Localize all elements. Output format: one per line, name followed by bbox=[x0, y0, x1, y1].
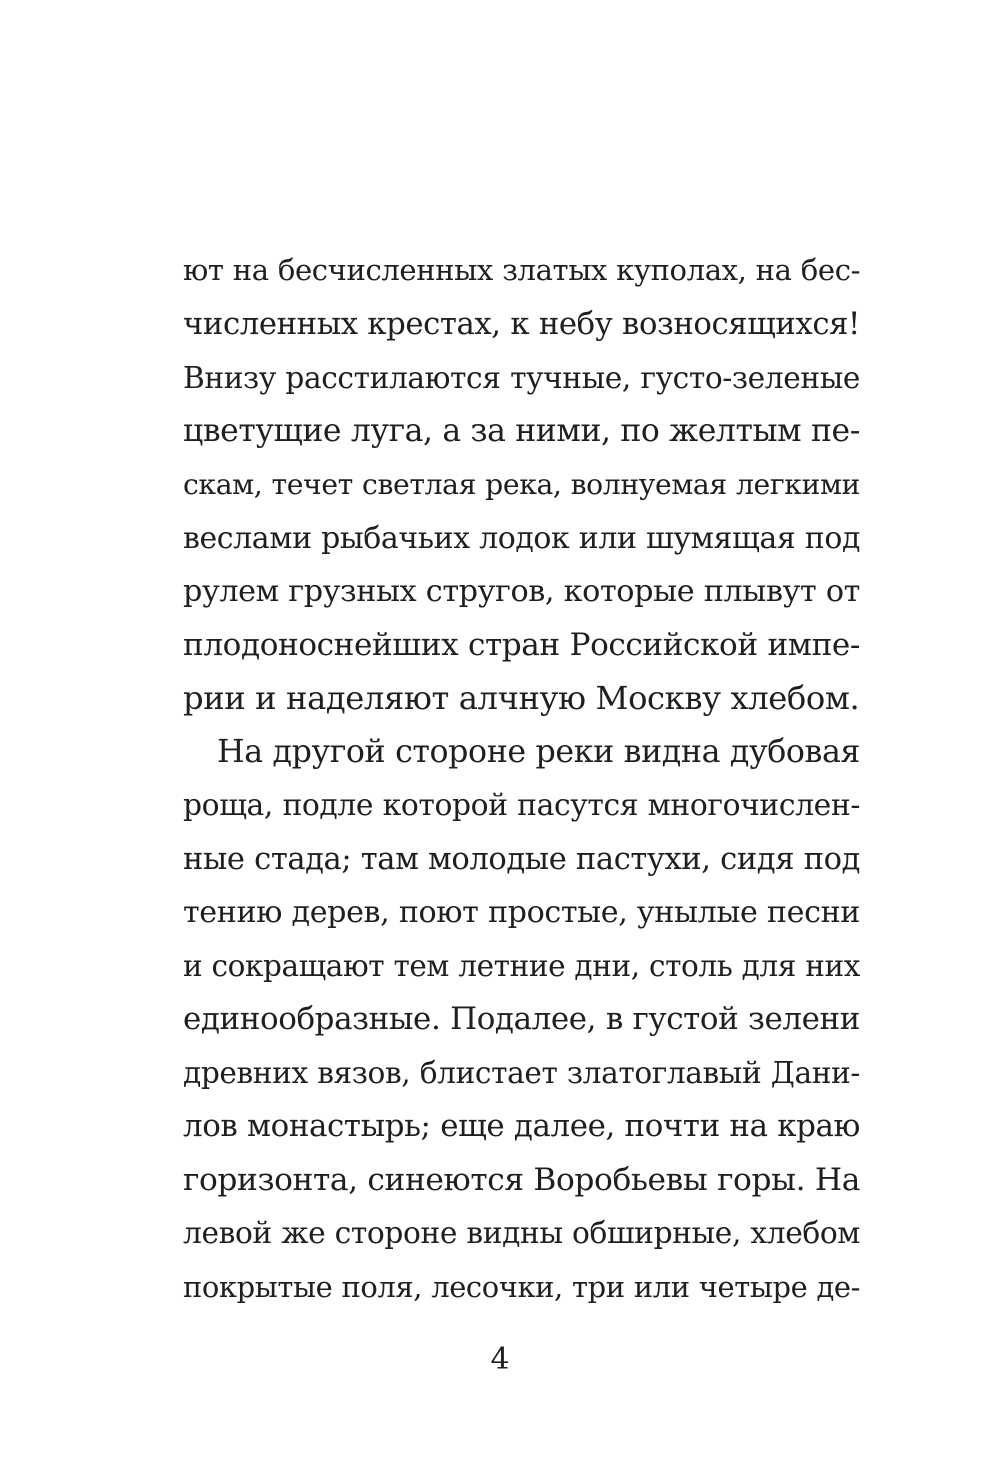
text-line: ные стада; там молодые пастухи, сидя под bbox=[183, 841, 860, 877]
page-number: 4 bbox=[490, 1342, 510, 1377]
text-line: цветущие луга, а за ними, по желтым пе- bbox=[183, 412, 860, 449]
text-line: лов монастырь; еще далее, почти на краю bbox=[183, 1108, 860, 1144]
text-line: и сокращают тем летние дни, столь для них bbox=[183, 948, 860, 983]
text-line: покрытые поля, лесочки, три или четыре де- bbox=[183, 1269, 860, 1304]
text-line: левой же стороне видны обширные, хлебом bbox=[183, 1216, 860, 1251]
text-line: ют на бесчисленных златых куполах, на бес- bbox=[183, 253, 860, 287]
text-line: плодоноснейших стран Российской импе- bbox=[183, 626, 860, 663]
text-line: роща, подле которой пасутся многочислен- bbox=[183, 788, 860, 823]
text-line: На другой стороне реки видна дубовая bbox=[217, 733, 860, 770]
text-line: Внизу расстилаются тучные, густо-зеленые bbox=[183, 360, 860, 395]
text-line: скам, течет светлая река, волнуемая легкими bbox=[183, 468, 860, 501]
text-line: единообразные. Подалее, в густой зелени bbox=[183, 1001, 860, 1037]
text-line: рии и наделяют алчную Москву хлебом. bbox=[183, 679, 860, 717]
body-text bbox=[183, 244, 860, 1314]
text-line: рулем грузных стругов, которые плывут от bbox=[183, 574, 860, 609]
text-line: численных крестах, к небу возносящихся! bbox=[183, 306, 860, 342]
text-line: тению дерев, поют простые, унылые песни bbox=[183, 895, 860, 930]
text-line: древних вязов, блистает златоглавый Дани- bbox=[183, 1055, 860, 1090]
text-line: веслами рыбачьих лодок или шумящая под bbox=[183, 520, 860, 556]
text-line: горизонта, синеются Воробьевы горы. На bbox=[183, 1161, 860, 1198]
